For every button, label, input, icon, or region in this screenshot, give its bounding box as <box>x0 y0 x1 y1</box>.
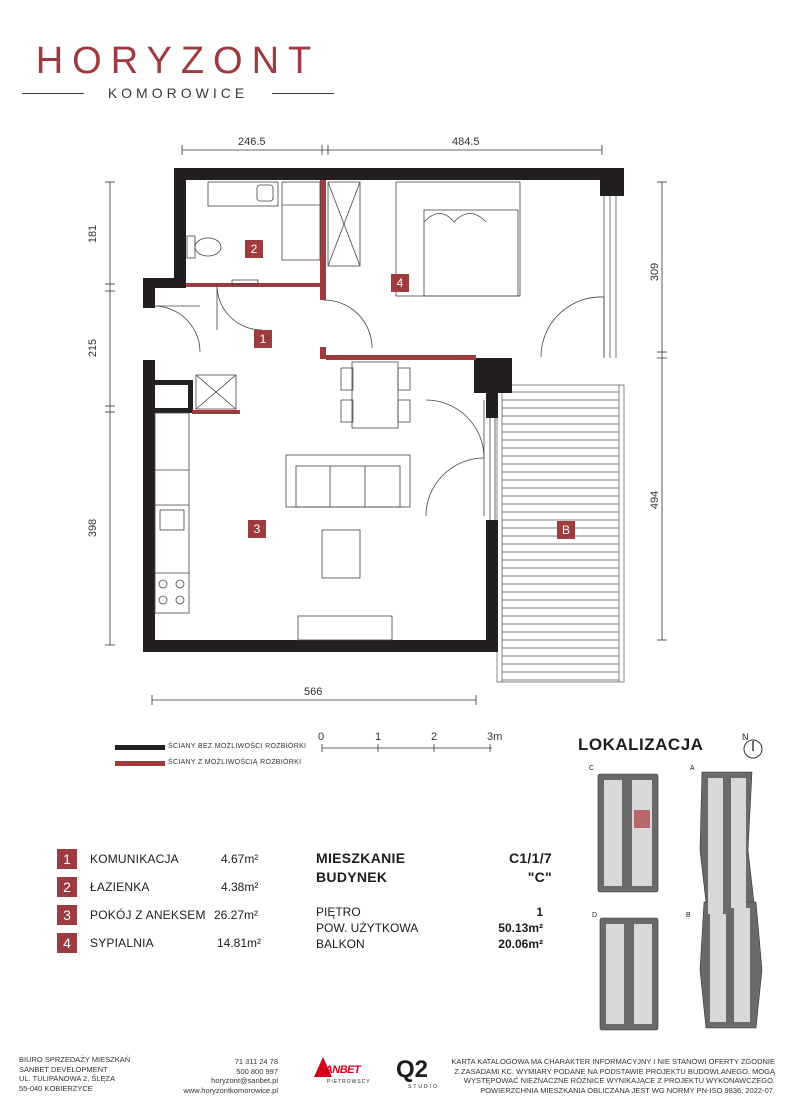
plan-label-room-3: 3 <box>248 520 266 538</box>
room-number: 4 <box>57 933 77 953</box>
legend-label-removable: ŚCIANY Z MOŻLIWOŚCIĄ ROZBIÓRKI <box>168 759 302 766</box>
brand-title: HORYZONT <box>35 40 321 82</box>
room-name: KOMUNIKACJA <box>90 852 179 866</box>
legend-label-fixed: ŚCIANY BEZ MOŻLIWOŚCI ROZBIÓRKI <box>168 743 307 750</box>
room-number: 1 <box>57 849 77 869</box>
building-label-b: B <box>686 912 691 919</box>
q2-logo: Q2 <box>396 1056 429 1083</box>
plan-label-room-4: 4 <box>391 274 409 292</box>
scale-tick-3: 3m <box>487 731 503 743</box>
disclaimer-line: KARTA KATALOGOWA MA CHARAKTER INFORMACYJNY I NIE STANOWI OFERTY ZGODNIE <box>451 1057 775 1066</box>
building-label-a: A <box>690 765 695 772</box>
spec-balcony-value: 20.06m² <box>498 937 543 951</box>
building-label-c: C <box>589 765 595 772</box>
sanbet-logo-sub: PIETROWSCY <box>327 1079 371 1085</box>
building-label-d: D <box>592 912 598 919</box>
room-number: 2 <box>57 877 77 897</box>
sanbet-logo-text: SANBET <box>318 1064 361 1076</box>
spec-balcony-label: BALKON <box>316 937 365 951</box>
footer-office <box>19 1055 130 1093</box>
spec-floor-label: PIĘTRO <box>316 905 361 919</box>
q2-logo-sub: STUDIO <box>408 1084 439 1090</box>
north-compass-icon <box>742 738 764 760</box>
north-label: N <box>742 732 749 742</box>
disclaimer-line: Z ZASADAMI KC. WYMIARY PODANE NA PODSTAWIE PROJEKTU BUDOWLANEGO. MOGĄ <box>454 1066 775 1076</box>
footer-office-line: 55-040 KOBIERZYCE <box>19 1083 93 1093</box>
spec-usable-label: POW. UŻYTKOWA <box>316 921 419 935</box>
scale-tick-1: 1 <box>375 731 382 743</box>
brand-subtitle: KOMOROWICE <box>107 85 249 101</box>
footer-office-line: UL. TULIPANOWA 2, ŚLĘZA <box>19 1074 116 1083</box>
dim-left-1: 181 <box>87 224 100 244</box>
spec-apartment-label: MIESZKANIE <box>316 850 406 866</box>
room-area: 14.81m² <box>217 936 262 950</box>
footer-email[interactable]: horyzont@sanbet.pl <box>211 1076 278 1085</box>
room-area: 4.67m² <box>221 852 259 866</box>
dim-right-2: 494 <box>649 490 662 510</box>
spec-building-label: BUDYNEK <box>316 869 388 885</box>
legend-swatch-fixed <box>115 745 165 750</box>
spec-floor-value: 1 <box>536 905 543 919</box>
footer-contact <box>150 1057 278 1095</box>
footer-phone-1[interactable]: 71 311 24 78 <box>234 1057 278 1066</box>
dim-bottom: 566 <box>304 686 323 698</box>
spec-building-value: "C" <box>527 869 552 885</box>
dim-top-left: 246.5 <box>238 136 266 148</box>
room-name: ŁAZIENKA <box>90 880 150 894</box>
disclaimer-line: POWIERZCHNIA MIESZKANIA OBLICZANA JEST WG NORMY PN-ISO 9836: 2022-07. <box>480 1085 775 1095</box>
scale-bar <box>320 744 500 756</box>
room-area: 26.27m² <box>214 908 259 922</box>
room-area: 4.38m² <box>221 880 259 894</box>
footer-website[interactable]: www.horyzontkomorowice.pl <box>183 1085 278 1095</box>
plan-label-room-2: 2 <box>245 240 263 258</box>
location-title: LOKALIZACJA <box>578 735 704 754</box>
scale-tick-2: 2 <box>431 731 438 743</box>
room-number: 3 <box>57 905 77 925</box>
window <box>604 196 616 358</box>
spec-apartment-value: C1/1/7 <box>508 850 552 866</box>
location-site-map <box>590 770 780 1035</box>
room-name: POKÓJ Z ANEKSEM <box>90 908 206 922</box>
dim-right-1: 309 <box>649 262 662 282</box>
plan-label-room-1: 1 <box>254 330 272 348</box>
spec-usable-value: 50.13m² <box>498 921 543 935</box>
disclaimer-line: WYSTĘPOWAĆ NIEZNACZNE RÓŻNICE WYNIKAJĄCE Z PROJEKTU WYKONAWCZEGO. <box>463 1076 775 1085</box>
plan-label-balcony: B <box>557 521 575 539</box>
dim-left-3: 398 <box>87 518 100 538</box>
scale-tick-0: 0 <box>318 731 325 743</box>
room-name: SYPIALNIA <box>90 936 154 950</box>
footer-office-line: BIURO SPRZEDAŻY MIESZKAŃ <box>19 1055 131 1064</box>
footer-phone-2[interactable]: 500 800 997 <box>236 1066 278 1076</box>
footer-disclaimer <box>450 1057 775 1095</box>
footer-office-line: SANBET DEVELOPMENT <box>19 1064 108 1074</box>
dim-left-2: 215 <box>87 338 100 358</box>
legend-swatch-removable <box>115 761 165 766</box>
dim-top-right: 484.5 <box>452 136 480 148</box>
apartment-highlight <box>634 810 650 828</box>
